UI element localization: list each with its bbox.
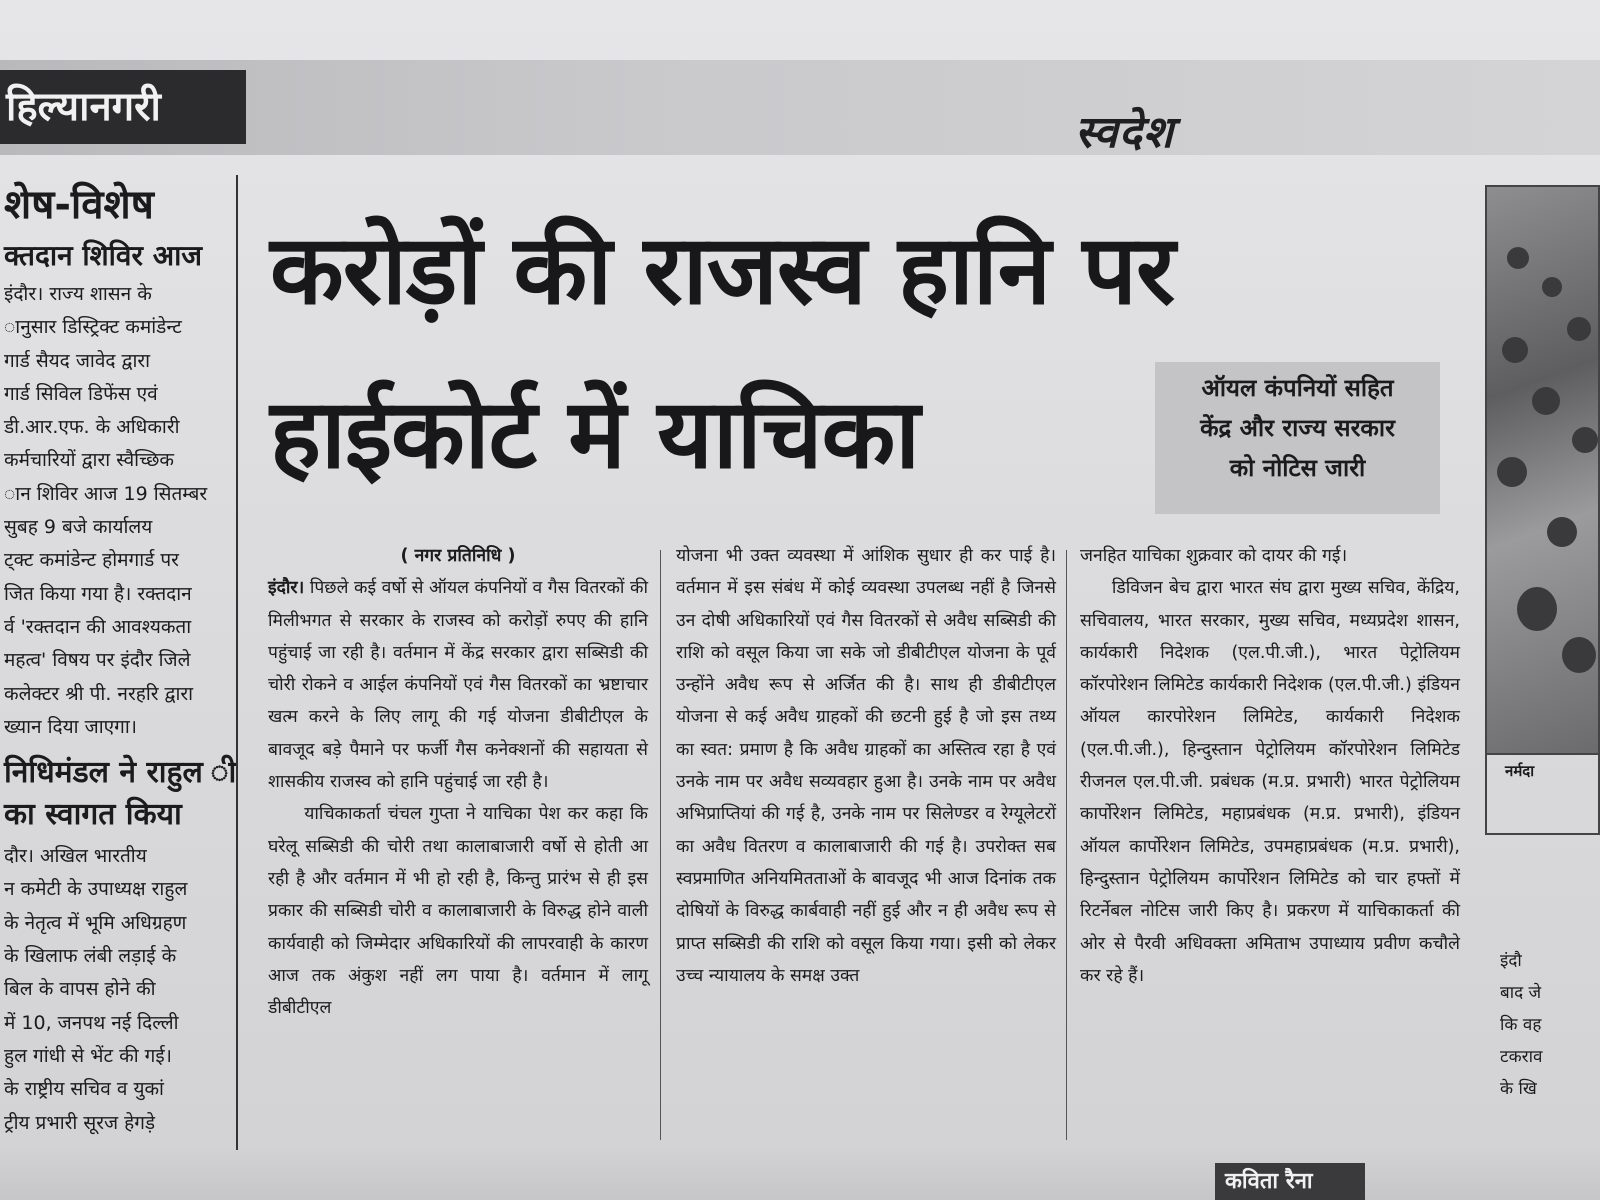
story1-line: गार्ड सैयद जावेद द्वारा xyxy=(4,349,151,372)
paragraph-text: पिछले कई वर्षो से ऑयल कंपनियों व गैस वितरकों की मिलीभगत से सरकार के राजस्व को करोड़ों रुपए की हानि पहुंचाई जा रही है। वर्तमान में केंद्र सरकार द्वारा सब्सिडी की चोरी रोकने व आईल कंपनियों एवं गैस वितरकों का भ्रष्टाचार खत्म करने के लिए लागू की गई योजना डीबीटीएल के बावजूद बड़े पैमाने पर फर्जी गैस कनेक्शनों की सहायता से शासकीय राजस्व को हानि पहुंचाई जा रही है। xyxy=(268,578,648,793)
story2-line: ट्रीय प्रभारी सूरज हेगड़े xyxy=(4,1111,156,1134)
article-paragraph: योजना भी उक्त व्यवस्था में आंशिक सुधार ही कर पाई है। वर्तमान में इस संबंध में कोई व्यवस्था उपलब्ध नहीं है जिनसे उन दोषी अधिकारियों एवं गैस वितरकों से अवैध सब्सिडी की राशि को वसूल किया जा सके जो डीबीटीएल योजना के पूर्व उन्होंने अवैध रूप से अर्जित की है। साथ ही डीबीटीएल योजना से कई अवैध ग्राहकों की छटनी हुई है जो इस तथ्य का स्वत: प्रमाण है कि अवैध ग्राहकों का अस्तित्व रहा है एवं उनके नाम पर अवैध सव्यवहार हुआ है। उनके नाम पर अवैध अभिप्राप्तियां की गई है, उनके नाम पर सिलेण्डर व रेग्यूलेटरों का अवैध वितरण व कालाबाजारी की गई है। उपरोक्त सब स्वप्रमाणित अनियमितताओं के बावजूद भी आज दिनांक तक दोषियों के विरुद्ध कार्बवाही नहीं हुई और न ही अवैध रूप से प्राप्त सब्सिडी की राशि को वसूल किया गया। इसी को लेकर उच्च न्यायालय के समक्ष उक्त xyxy=(676,546,1056,986)
right-edge-line: कि वह xyxy=(1500,1015,1542,1035)
story1-line: कर्मचारियों द्वारा स्वैच्छिक xyxy=(4,449,174,472)
headline-line-2: हाईकोर्ट में याचिका xyxy=(270,378,920,490)
story1-line: इंदौर। राज्य शासन के xyxy=(4,283,152,305)
story2-headline: निधिमंडल ने राहुल ी का स्वागत किया xyxy=(4,755,237,833)
dateline: इंदौर। xyxy=(268,578,305,599)
photo-figure xyxy=(1547,517,1577,547)
left-column xyxy=(0,175,238,1200)
story1-line: र्व 'रक्तदान की आवश्यकता xyxy=(4,615,192,638)
photo-figure xyxy=(1517,587,1557,631)
subheadline-box xyxy=(1155,362,1440,514)
story1-body xyxy=(4,278,230,744)
photo-figure xyxy=(1532,387,1560,415)
right-edge-column xyxy=(1500,945,1600,1165)
story1-line: कलेक्टर श्री पी. नरहरि द्वारा xyxy=(4,682,194,705)
column-rule xyxy=(1066,550,1067,1140)
subhead-line-2: केंद्र और राज्य सरकार xyxy=(1200,414,1395,442)
photo-caption: नर्मदा xyxy=(1485,755,1600,835)
story1-line: जित किया गया है। रक्तदान xyxy=(4,582,192,605)
story1-line: ान शिविर आज 19 सितम्बर xyxy=(4,482,208,505)
crowd-photo xyxy=(1485,185,1600,755)
story1-line: ानुसार डिस्ट्रिक्ट कमांडेन्ट xyxy=(4,316,182,339)
photo-figure xyxy=(1502,337,1528,363)
section-tag: हिल्यानगरी xyxy=(0,70,246,144)
masthead-logo: स्वदेश xyxy=(1075,107,1174,158)
headline-line-1: करोड़ों की राजस्व हानि पर xyxy=(270,214,1175,326)
story2-line: दौर। अखिल भारतीय xyxy=(4,845,147,868)
right-edge-line: इंदौ xyxy=(1500,951,1522,971)
photo-figure xyxy=(1567,317,1591,341)
left-column-heading: शेष-विशेष xyxy=(4,182,154,228)
story2-line: हुल गांधी से भेंट की गई। xyxy=(4,1044,172,1067)
photo-figure xyxy=(1507,247,1529,269)
photo-figure xyxy=(1497,457,1527,487)
right-edge-line: टकराव xyxy=(1500,1047,1543,1067)
column-rule xyxy=(660,550,661,1140)
story2-line: के राष्ट्रीय सचिव व युकां xyxy=(4,1078,164,1101)
story1-line: ट्क्ट कमांडेन्ट होमगार्ड पर xyxy=(4,549,179,572)
byline: ( नगर प्रतिनिधि ) xyxy=(400,546,516,566)
story2-line: बिल के वापस होने की xyxy=(4,978,156,1001)
main-headline xyxy=(270,210,1175,494)
paragraph-text: डिविजन बेच द्वारा भारत संघ द्वारा मुख्य सचिव, केंद्रिय, सचिवालय, भारत सरकार, मुख्य सचिव, मध्यप्रदेश शासन, कार्यकारी निदेशक (एल.पी.जी.), भारत पेट्रोलियम कॉरपोरेशन लिमिटेड कार्यकारी निदेशक (एल.पी.जी.) इंडियन ऑयल कारपोरेशन लिमिटेड, कार्यकारी निदेशक (एल.पी.जी.), हिन्दुस्तान पेट्रोलियम कॉरपोरेशन लिमिटेड रीजनल एल.पी.जी. प्रबंधक (म.प्र. प्रभारी) भारत पेट्रोलियम कार्पोरेशन लिमिटेड, महाप्रबंधक (म.प्र. प्रभारी), इंडियन ऑयल कार्पोरेशन लिमिटेड, उपमहाप्रबंधक (म.प्र. प्रभारी), हिन्दुस्तान पेट्रोलियम कार्पोरेशन लिमिटेड को चार हफ्तों में रिटर्नेबल नोटिस जारी किए है। प्रकरण में याचिकाकर्ता की ओर से पैरवी अधिवक्ता अमिताभ उपाध्याय प्रवीण कचौले कर रहे हैं। xyxy=(1080,578,1460,986)
right-edge-line: बाद जे xyxy=(1500,983,1542,1003)
story2-line: के खिलाफ लंबी लड़ाई के xyxy=(4,945,177,968)
bottom-section-tag: कविता रैना xyxy=(1215,1163,1365,1200)
article-column-3 xyxy=(1080,540,1460,992)
story1-line: ख्यान दिया जाएगा। xyxy=(4,715,137,738)
photo-figure xyxy=(1572,427,1598,453)
column-divider xyxy=(236,175,238,1185)
right-edge-line: के खि xyxy=(1500,1079,1537,1099)
subhead-line-1: ऑयल कंपनियों सहित xyxy=(1201,374,1394,402)
article-paragraph xyxy=(1080,572,1460,992)
paragraph-text: याचिकाकर्ता चंचल गुप्ता ने याचिका पेश कर कहा कि घरेलू सब्सिडी की चोरी तथा कालाबाजारी वर्षो से होती आ रही है और वर्तमान में भी हो रही है, किन्तु प्रारंभ से ही इस प्रकार की सब्सिडी चोरी व कालाबाजारी के विरुद्ध होने वाली कार्यवाही को जिम्मेदार अधिकारियों की लापरवाही के कारण आज तक अंकुश नहीं लग पाया है। वर्तमान में लागू डीबीटीएल xyxy=(268,804,648,1019)
story1-line: डी.आर.एफ. के अधिकारी xyxy=(4,416,180,439)
article-paragraph xyxy=(268,572,648,798)
story2-line: न कमेटी के उपाध्यक्ष राहुल xyxy=(4,878,188,901)
article-paragraph: जनहित याचिका शुक्रवार को दायर की गई। xyxy=(1080,546,1348,566)
photo-figure xyxy=(1542,277,1562,297)
story2-line: में 10, जनपथ नई दिल्ली xyxy=(4,1011,179,1034)
story1-line: महत्व' विषय पर इंदौर जिले xyxy=(4,649,191,672)
article-paragraph xyxy=(268,798,648,1024)
story1-line: सुबह 9 बजे कार्यालय xyxy=(4,516,153,539)
story1-headline: क्तदान शिविर आज xyxy=(4,239,203,272)
photo-figure xyxy=(1562,637,1596,673)
story2-body xyxy=(4,840,230,1140)
article-column-2 xyxy=(676,540,1056,992)
article-column-1 xyxy=(268,540,648,1024)
story1-line: गार्ड सिविल डिफेंस एवं xyxy=(4,382,158,405)
subhead-line-3: को नोटिस जारी xyxy=(1229,454,1366,482)
story2-line: के नेतृत्व में भूमि अधिग्रहण xyxy=(4,911,187,934)
